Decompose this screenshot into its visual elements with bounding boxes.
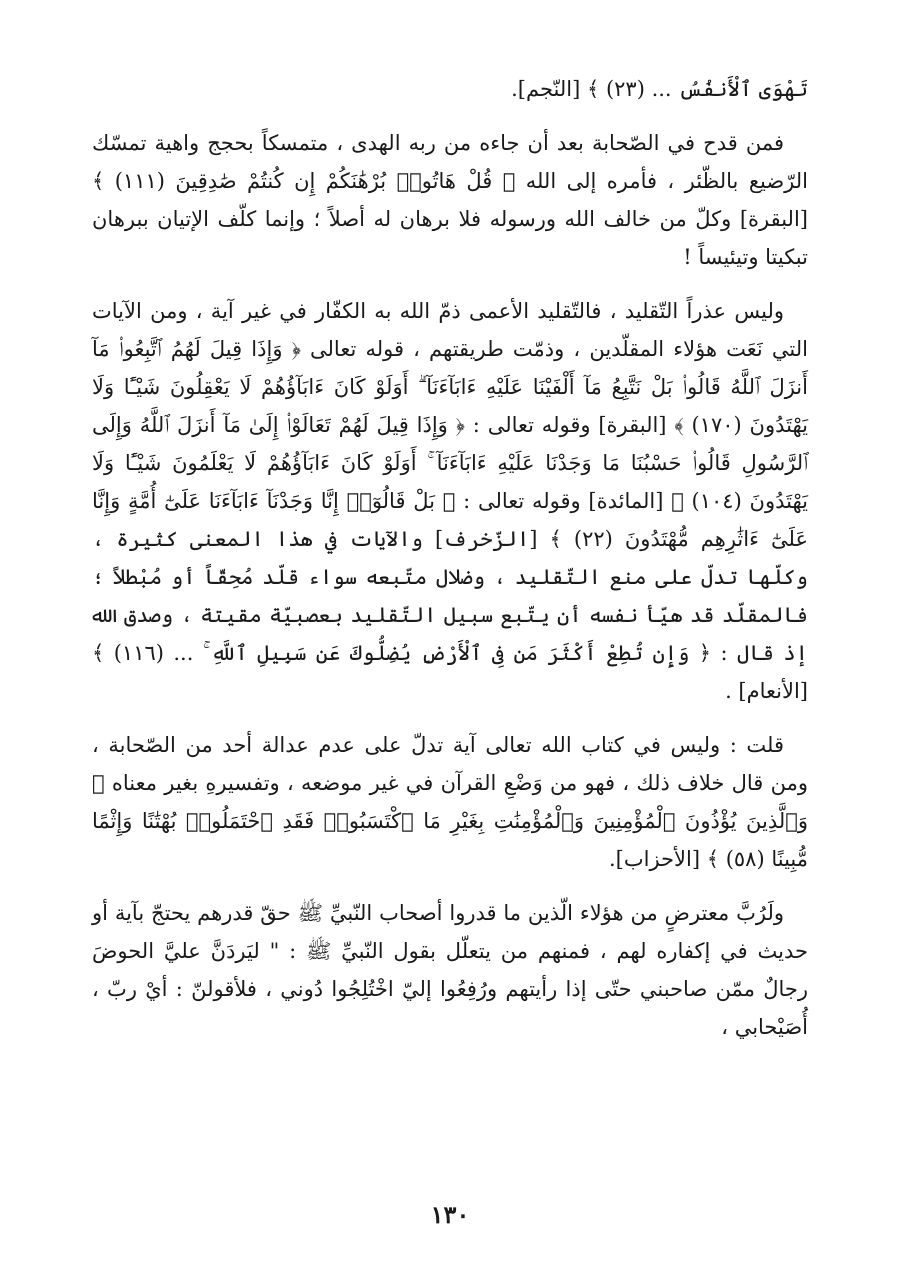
page-number: ١٣٠ (430, 1200, 470, 1229)
paragraph-verse-continuation: تَهْوَى ٱلْأَنفُسُ ... (٢٣) ﴾ [النّجم]. (511, 77, 808, 101)
paragraph-blind-imitation: وليس عذراً التّقليد ، فالتّقليد الأعمى ذمّ الله به الكفّار في غير آية ، ومن الآيات التي نَعَت هؤلاء المقلّدين ، وذمّت طريقتهم ، قوله تعالى ﴿ وَإِذَا قِيلَ لَهُمُ ٱتَّبِعُوا۟ مَآ أَنزَلَ ٱللَّهُ قَالُوا۟ بَلْ نَتَّبِعُ مَآ أَلْفَيْنَا عَلَيْهِ ءَابَآءَنَآ ۗ أَوَلَوْ كَانَ ءَابَآؤُهُمْ لَا يَعْقِلُونَ شَيْـًٔا وَلَا يَهْتَدُونَ (١٧٠) ﴾ [البقرة] وقوله تعالى : ﴿ وَإِذَا قِيلَ لَهُمْ تَعَالَوْا۟ إِلَىٰ مَآ أَنزَلَ ٱللَّهُ وَإِلَى ٱلرَّسُولِ قَالُوا۟ حَسْبُنَا مَا وَجَدْنَا عَلَيْهِ ءَابَآءَنَآ ۚ أَوَلَوْ كَانَ ءَابَآؤُهُمْ لَا يَعْلَمُونَ شَيْـًٔا وَلَا يَهْتَدُونَ (١٠٤) ﴾ [المائدة] وقوله تعالى : ﴿ بَلْ قَالُوٓا۟ إِنَّا وَجَدْنَآ ءَابَآءَنَا عَلَىٰٓ أُمَّةٍ وَإِنَّا عَلَىٰٓ ءَاثَٰرِهِم مُّهْتَدُونَ (٢٢) ﴾ [الزّخرف] والآيات في هذا المعنى كثيرة ، وكلّها تدلّ على منع التّقليد ، وضلال متّبعه سواء قلّد مُحِقّاً أو مُبْطلاً ؛ فالمقلّد قد هيّأ نفسه أن يتّبع سبيل التّقليد بعصبيّة مقيتة ، وصدق الله إذ قال : ﴿ وَإِن تُطِعْ أَكْثَرَ مَن فِى ٱلْأَرْضِ يُضِلُّوكَ عَن سَبِيلِ ٱللَّهِ ۚ ... (١١٦) ﴾ [الأنعام] . (92, 299, 808, 703)
paragraph-objector-hadith: ولَرُبَّ معترضٍ من هؤلاء الّذين ما قدروا أصحاب النّبيِّ ﷺ حقّ قدرهم يحتجّ بآية أو حديث في إكفاره لهم ، فمنهم من يتعلّل بقول النّبيِّ ﷺ : " ليَردَنَّ عليَّ الحوضَ رجالٌ ممّن صاحبني حتّى إذا رأيتهم ورُفِعُوا إليّ اخْتُلِجُوا دُوني ، فلأقولنّ : أيْ ربّ ، أُصَيْحابي ، (92, 901, 808, 1039)
paragraph-no-verse-against-companions: قلت : وليس في كتاب الله تعالى آية تدلّ على عدم عدالة أحد من الصّحابة ، ومن قال خلاف ذلك ، فهو من وَضْعِ القرآن في غير موضعه ، وتفسيرهِ بغير معناه ﴿ وَٱلَّذِينَ يُؤْذُونَ ٱلْمُؤْمِنِينَ وَٱلْمُؤْمِنَٰتِ بِغَيْرِ مَا ٱكْتَسَبُوا۟ فَقَدِ ٱحْتَمَلُوا۟ بُهْتَٰنًا وَإِثْمًا مُّبِينًا (٥٨) ﴾ [الأحزاب]. (92, 733, 808, 871)
page-body (92, 70, 808, 1062)
paragraph-criticism-of-companions: فمن قدح في الصّحابة بعد أن جاءه من ربه الهدى ، متمسكاً بحجج واهية تمسّك الرّضيع بالظّئر ، فأمره إلى الله ﴿ قُلْ هَاتُوا۟ بُرْهَٰنَكُمْ إِن كُنتُمْ صَٰدِقِينَ (١١١) ﴾ [البقرة] وكلّ من خالف الله ورسوله فلا برهان له أصلاً ؛ وإنما كلّف الإتيان ببرهان تبكيتا وتيئيساً ! (92, 131, 808, 269)
